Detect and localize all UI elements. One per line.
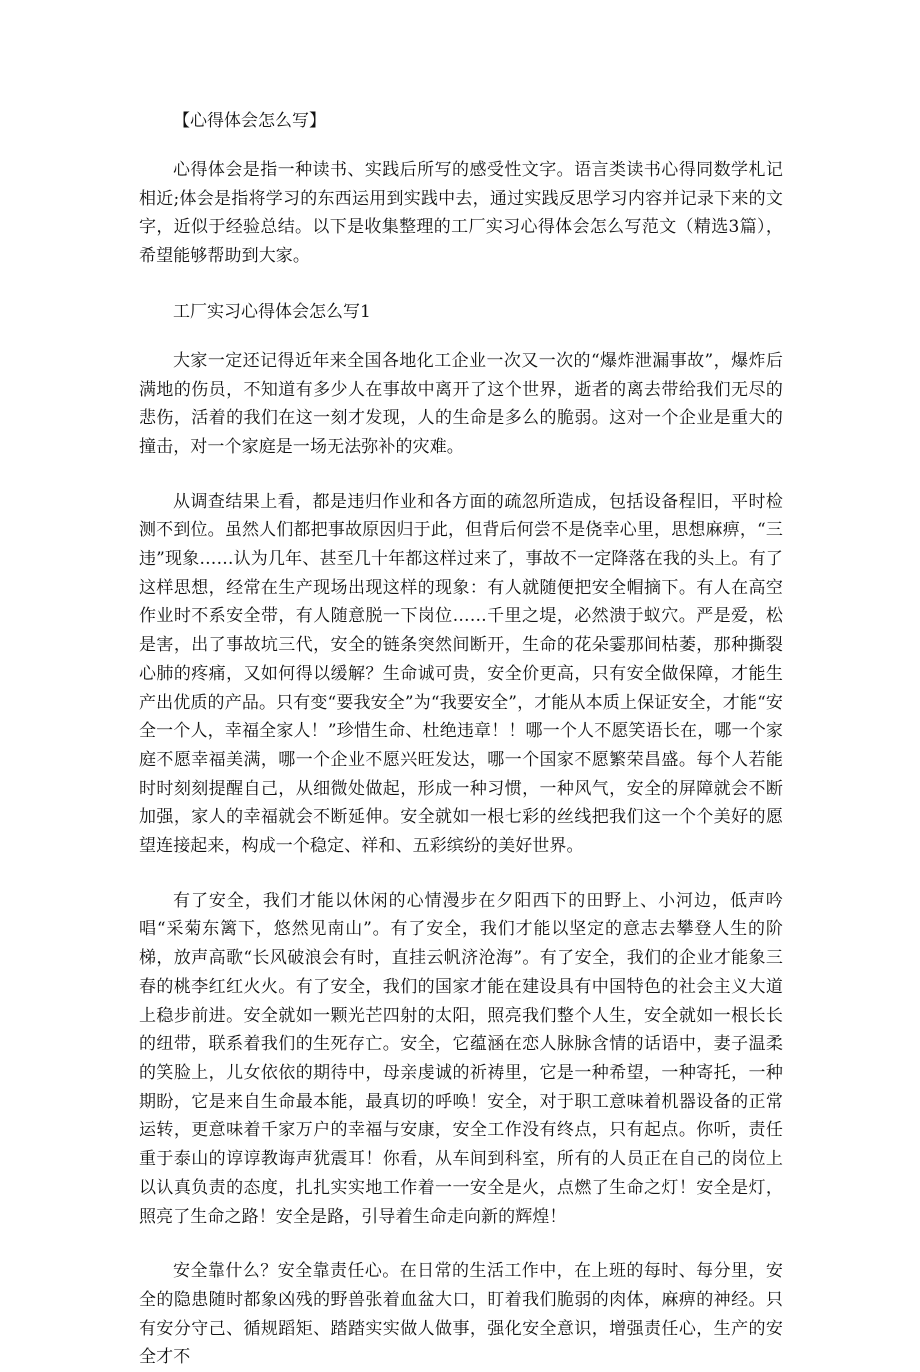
spacer [139, 861, 783, 887]
spacer [139, 271, 783, 297]
body-paragraph: 安全靠什么？安全靠责任心。在日常的生活工作中，在上班的每时、每分里，安全的隐患随时都象凶残的野兽张着血盆大口，盯着我们脆弱的肉体，麻痹的神经。只有安分守己、循规蹈矩、踏踏实实做人做事，强化安全意识，增强责任心，生产的安全才不 [139, 1261, 783, 1368]
document-title: 【心得体会怎么写】 [173, 111, 326, 131]
body-paragraph: 有了安全，我们才能以休闲的心情漫步在夕阳西下的田野上、小河边，低声吟唱“采菊东篱下，悠然见南山”。有了安全，我们才能以坚定的意志去攀登人生的阶梯，放声高歌“长风破浪会有时，直挂云帆济沧海”。有了安全，我们的企业才能象三春的桃李红红火火。有了安全，我们的国家才能在建设具有中国特色的社会主义大道上稳步前进。安全就如一颗光芒四射的太阳，照亮我们整个人生，安全就如一根长长的纽带，联系着我们的生死存亡。安全，它蕴涵在恋人脉脉含情的话语中，妻子温柔的笑脸上，儿女依依的期待中，母亲虔诚的祈祷里，它是一种希望，一种寄托，一种期盼，它是来自生命最本能，最真切的呼唤！安全，对于职工意味着机器设备的正常运转，更意味着千家万户的幸福与安康，安全工作没有终点，只有起点。你听，责任重于泰山的谆谆教诲声犹震耳！你看，从车间到科室，所有的人员正在自己的岗位上以认真负责的态度，扎扎实实地工作着一一安全是火，点燃了生命之灯！安全是灯，照亮了生命之路！安全是路，引导着生命走向新的辉煌！ [139, 890, 783, 1227]
body-paragraph: 大家一定还记得近年来全国各地化工企业一次又一次的“爆炸泄漏事故”，爆炸后满地的伤员，不知道有多少人在事故中离开了这个世界，逝者的离去带给我们无尽的悲伤，活着的我们在这一刻才发现，人的生命是多么的脆弱。这对一个企业是重大的撞击，对一个家庭是一场无法弥补的灾难。 [139, 350, 783, 457]
section-title: 工厂实习心得体会怎么写1 [173, 301, 371, 322]
intro-paragraph: 心得体会是指一种读书、实践后所写的感受性文字。语言类读书心得同数学札记相近;体会是指将学习的东西运用到实践中去，通过实践反思学习内容并记录下来的文字，近似于经验总结。以下是收集整理的工厂实习心得体会怎么写范文（精选3篇），希望能够帮助到大家。 [139, 160, 783, 267]
spacer [139, 462, 783, 488]
spacer [139, 1231, 783, 1257]
body-paragraph: 从调查结果上看，都是违归作业和各方面的疏忽所造成，包括设备程旧，平时检测不到位。虽然人们都把事故原因归于此，但背后何尝不是侥幸心里，思想麻痹，“三违”现象……认为几年、甚至几十年都这样过来了，事故不一定降落在我的头上。有了这样思想，经常在生产现场出现这样的现象：有人就随便把安全帽摘下。有人在高空作业时不系安全带，有人随意脱一下岗位……千里之堤，必然溃于蚁穴。严是爱，松是害，出了事故坑三代，安全的链条突然间断开，生命的花朵霎那间枯萎，那种撕裂心肺的疼痛，又如何得以缓解？生命诚可贵，安全价更高，只有安全做保障，才能生产出优质的产品。只有变“要我安全”为“我要安全”，才能从本质上保证安全，才能“安全一个人，幸福全家人！”珍惜生命、杜绝违章！！哪一个人不愿笑语长在，哪一个家庭不愿幸福美满，哪一个企业不愿兴旺发达，哪一个国家不愿繁荣昌盛。每个人若能时时刻刻提醒自己，从细微处做起，形成一种习惯，一种风气，安全的屏障就会不断加强，家人的幸福就会不断延伸。安全就如一根七彩的丝线把我们这一个个美好的愿望连接起来，构成一个稳定、祥和、五彩缤纷的美好世界。 [139, 491, 783, 857]
spacer [139, 327, 783, 347]
spacer [139, 136, 783, 156]
document-page [139, 106, 783, 1372]
